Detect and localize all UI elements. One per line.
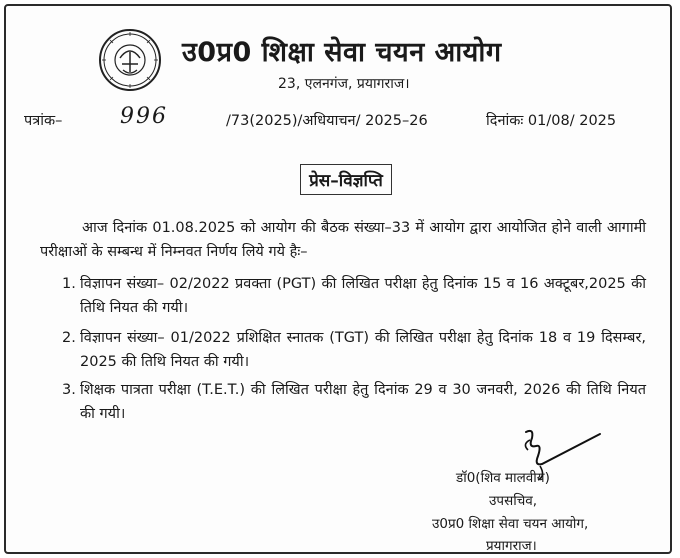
list-item bbox=[40, 378, 646, 426]
intro-text: आज दिनांक 01.08.2025 को आयोग की बैठक संख्या–33 में आयोग द्वारा आयोजित होने वाली आगामी परीक्षाओं के सम्बन्ध में निम्नवत निर्णय लिये गये हैः– bbox=[40, 220, 646, 260]
document-page bbox=[4, 4, 672, 554]
intro-paragraph bbox=[40, 216, 646, 264]
list-item bbox=[40, 272, 646, 320]
organization-address: 23, एलनगंज, प्रयागराज। bbox=[278, 76, 410, 92]
reference-label: पत्रांक– bbox=[24, 113, 63, 129]
list-item-number: 3. bbox=[62, 382, 76, 398]
reference-number-handwritten: 996 bbox=[120, 104, 168, 129]
list-item-text: विज्ञापन संख्या– 01/2022 प्रशिक्षित स्नातक (TGT) की लिखित परीक्षा हेतु दिनांक 18 व 19 दिसम्बर, 2025 की तिथि नियत की गयी। bbox=[80, 330, 646, 370]
signatory-designation: उपसचिव, bbox=[489, 493, 538, 509]
reference-code: /73(2025)/अधियाचन/ 2025–26 bbox=[226, 113, 428, 129]
signatory-office: उ0प्र0 शिक्षा सेवा चयन आयोग, bbox=[432, 516, 589, 532]
signatory-name: डॉ0(शिव मालवीय) bbox=[456, 470, 550, 486]
list-item-number: 1. bbox=[62, 276, 76, 292]
list-item-text: शिक्षक पात्रता परीक्षा (T.E.T.) की लिखित परीक्षा हेतु दिनांक 29 व 30 जनवरी, 2026 की तिथि नियत की गयी। bbox=[80, 382, 646, 422]
list-item bbox=[40, 326, 646, 374]
organization-name: उ0प्र0 शिक्षा सेवा चयन आयोग bbox=[182, 37, 502, 68]
list-item-number: 2. bbox=[62, 330, 76, 346]
document-title bbox=[6, 164, 680, 195]
document-title-text: प्रेस–विज्ञप्ति bbox=[300, 164, 392, 195]
government-seal-icon bbox=[98, 28, 162, 92]
reference-date: दिनांकः 01/08/ 2025 bbox=[486, 113, 617, 129]
signatory-city: प्रयागराज। bbox=[486, 538, 537, 554]
list-item-text: विज्ञापन संख्या– 02/2022 प्रवक्ता (PGT) की लिखित परीक्षा हेतु दिनांक 15 व 16 अक्टूबर,2025 की तिथि नियत की गयी। bbox=[80, 276, 646, 316]
